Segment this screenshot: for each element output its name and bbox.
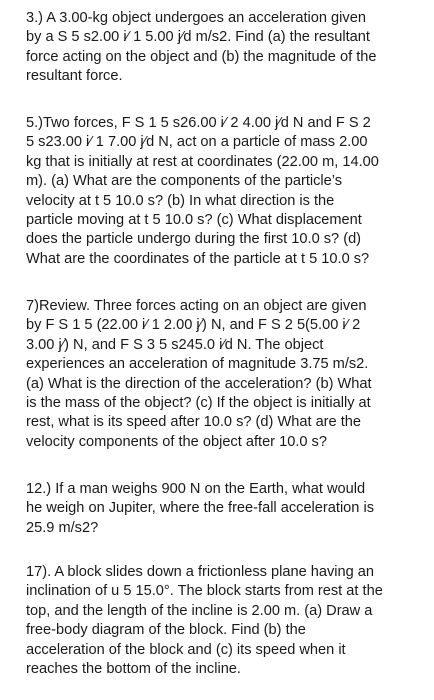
text-line: 5 s23.00 i⁄ 1 7.00 j⁄d N, act on a particle of mass 2.00 [26,134,368,151]
text-line: top, and the length of the incline is 2.00 m. (a) Draw a [26,602,373,619]
text-line: m). (a) What are the components of the particle’s [26,173,343,190]
text-line: force acting on the object and (b) the magnitude of the [26,48,377,65]
text-line: is the mass of the object? (c) If the object is initially at [26,395,371,412]
text-line: rest, what is its speed after 10.0 s? (d) What are the [26,414,362,431]
text-line: 12.) If a man weighs 900 N on the Earth, what would [26,481,366,497]
text-line: What are the coordinates of the particle at t 5 10.0 s? [26,250,370,267]
text-line: (a) What is the direction of the acceleration? (b) What [26,375,372,392]
text-line: by a S 5 s2.00 i⁄ 1 5.00 j⁄d m/s2. Find (a) the resultant [26,29,370,46]
text-line: velocity components of the object after 10.0 s? [26,433,327,450]
text-line: acceleration of the block and (c) its speed when it [26,641,346,658]
text-line: experiences an acceleration of magnitude 3.75 m/s2. [26,356,369,373]
text-line: kg that is initially at rest at coordinates (22.00 m, 14.00 [26,153,379,170]
text-line: free-body diagram of the block. Find (b) the [26,622,306,639]
problem-5 [26,114,422,269]
problem-7 [26,297,422,452]
text-line: reaches the bottom of the incline. [26,661,241,678]
text-line: velocity at t 5 10.0 s? (b) In what direction is the [26,192,335,209]
text-line: 25.9 m/s2? [26,519,99,536]
text-line: 5.)Two forces, F S 1 5 s26.00 i⁄ 2 4.00 j⁄d N and F S 2 [26,115,371,131]
text-line: 3.00 j⁄) N, and F S 3 5 s245.0 i⁄d N. The object [26,336,324,353]
text-line: particle moving at t 5 10.0 s? (c) What displacement [26,212,362,229]
text-line: inclination of u 5 15.0°. The block starts from rest at the [26,583,383,600]
text-line: 7)Review. Three forces acting on an object are given [26,298,367,314]
text-line: 3.) A 3.00-kg object undergoes an acceleration given [26,10,366,26]
problem-3 [26,9,422,87]
text-line: does the particle undergo during the first 10.0 s? (d) [26,231,362,248]
text-line: by F S 1 5 (22.00 i⁄ 1 2.00 j⁄) N, and F S 2 5(5.00 i⁄ 2 [26,317,361,334]
problem-12 [26,480,422,538]
text-line: resultant force. [26,68,123,85]
text-line: he weigh on Jupiter, where the free-fall acceleration is [26,500,375,517]
text-line: 17). A block slides down a frictionless plane having an [26,564,375,580]
problem-17 [26,563,422,679]
